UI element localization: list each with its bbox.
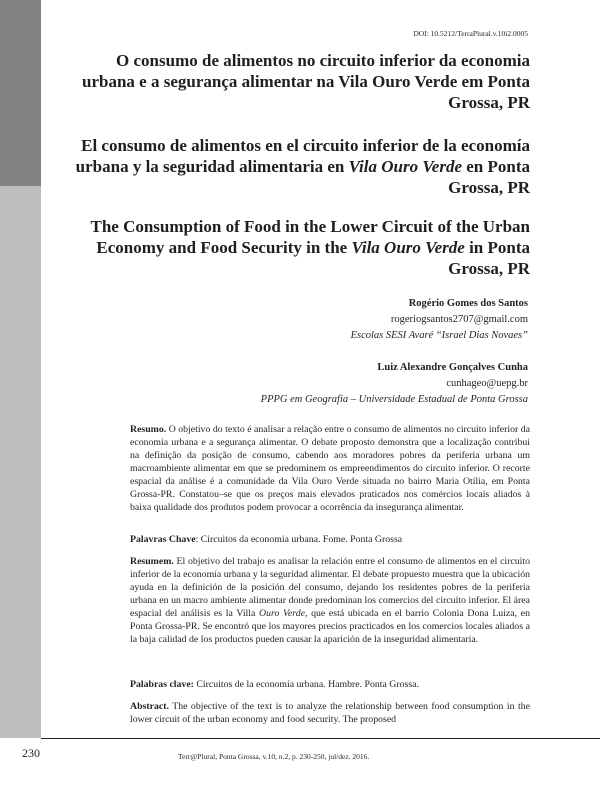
left-margin-band-dark [0, 0, 41, 186]
title-english: The Consumption of Food in the Lower Circuit of the Urban Economy and Food Security in the Vila Ouro Verde in Ponta Grossa, PR [90, 217, 530, 278]
author-email: cunhageo@uepg.br [446, 378, 528, 389]
page-number: 230 [22, 746, 40, 760]
abstract-label: Resumem. [130, 556, 174, 567]
footer-citation: Terr@Plural, Ponta Grossa, v.10, n.2, p. 230-250, jul/dez. 2016. [178, 752, 370, 761]
footer-divider [41, 738, 600, 739]
author-name: Rogério Gomes dos Santos [408, 298, 528, 309]
abstract-spanish: Resumem. El objetivo del trabajo es analisar la relación entre el consumo de alimentos en el circuito inferior de la economía urbana y la seguridad alimentar. El debate propuesto muestra que la ubicación ayuda en la definición de la posición del consumo, dejando los residentes pobres de la periferia urbana en un macro ambiente alimentar donde predominan los comercios del circuito inferior. El área espacial del análisis es la Villa Ouro Verde, que está ubicada en el barrio Colonia Dona Luiza, en Ponta Grossa-PR. Se encontró que los mayores precios practicados en los comercios locales aliados a la baja calidad de los productos pueden causar la aparición de la inseguridad alimentaria. [130, 556, 531, 645]
title-portuguese: O consumo de alimentos no circuito inferior da economia urbana e a segurança alimentar na Vila Ouro Verde em Ponta Grossa, PR [82, 51, 530, 112]
keywords-label: Palavras Chave [130, 534, 196, 545]
author-affiliation: PPPG em Geografia – Universidade Estadual de Ponta Grossa [260, 394, 528, 405]
author-block [261, 360, 528, 408]
keywords-portuguese: Palavras Chave: Circuitos da economia urbana. Fome. Ponta Grossa [130, 534, 403, 545]
keywords-spanish: Palabras clave: Circuitos de la economía urbana. Hambre. Ponta Grossa. [130, 679, 419, 690]
abstract-english: Abstract. The objective of the text is to analyze the relationship between food consumption in the lower circuit of the urban economy and food security. The proposed [130, 701, 530, 725]
keywords-label: Palabras clave: [130, 679, 194, 690]
doi-header: DOI: 10.5212/TerraPlural.v.10i2.0005 [413, 29, 528, 38]
author-block [351, 296, 528, 344]
abstract-label: Resumo. [130, 424, 167, 435]
abstract-portuguese: Resumo. O objetivo do texto é analisar a relação entre o consumo de alimentos no circuito inferior da economia urbana e a segurança alimentar. O debate proposto demonstra que a localização contribui na definição da posição de consumo, cabendo aos moradores pobres da periferia urbana um macroambiente alimentar em que se predominem os empreendimentos do circuito inferior. O recorte espacial da análise é a comunidade da Vila Ouro Verde situada no bairro Maria Otília, em Ponta Grossa-PR. Constatou–se que os preços mais elevados praticados nos comércios locais aliados à baixa qualidade dos produtos podem provocar a ocorrência da insegurança alimentar. [130, 424, 530, 513]
title-spanish: El consumo de alimentos en el circuito inferior de la economía urbana y la seguridad alimentaria en Vila Ouro Verde en Ponta Grossa, PR [75, 136, 530, 197]
author-email: rogeriogsantos2707@gmail.com [390, 314, 528, 325]
abstract-label: Abstract. [130, 701, 169, 712]
author-name: Luiz Alexandre Gonçalves Cunha [377, 362, 528, 373]
author-affiliation: Escolas SESI Avaré “Israel Dias Novaes” [350, 330, 528, 341]
